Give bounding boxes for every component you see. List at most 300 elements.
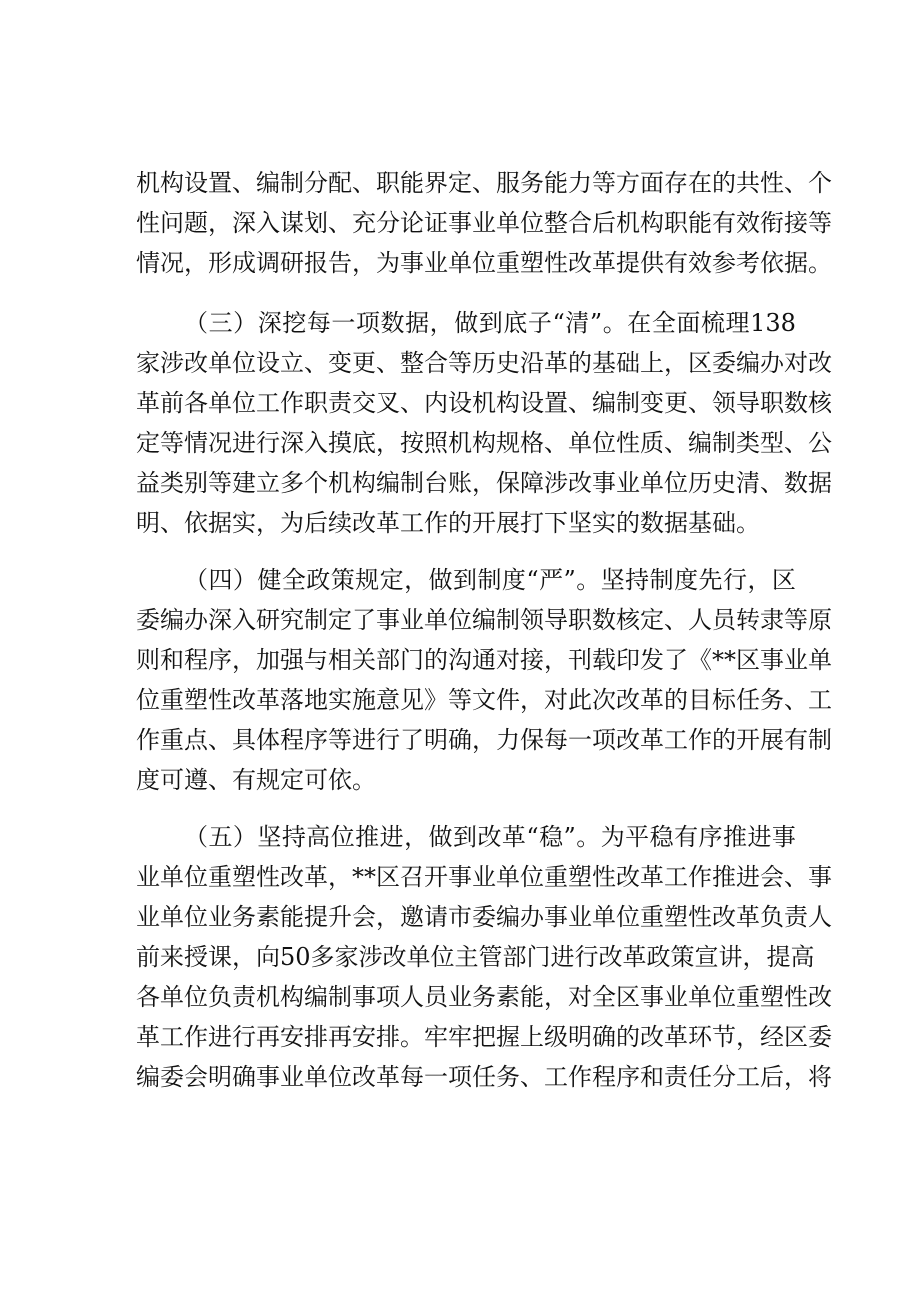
glyph: （ [184,309,208,337]
glyph: 三 [208,309,233,337]
glyph: 强 [280,646,304,674]
glyph: 、 [664,606,688,634]
glyph: 坚 [257,823,282,851]
glyph: 对 [496,646,520,674]
glyph: 持 [625,566,650,594]
glyph: 深 [208,606,232,634]
glyph: 个 [304,469,328,497]
glyph: 明 [424,726,448,754]
glyph: 革 [640,726,664,754]
text-line [136,343,832,383]
glyph: 接 [784,209,808,237]
glyph: 具 [232,726,256,754]
glyph: 隶 [760,606,784,634]
glyph: 序 [698,823,723,851]
glyph: 意 [376,686,400,714]
glyph: 、 [784,169,808,197]
glyph: 事 [592,469,616,497]
glyph: 革 [736,903,760,931]
glyph: 供 [640,249,664,277]
glyph: 再 [328,1023,352,1051]
text-line [136,303,796,343]
glyph: 等 [328,726,352,754]
glyph: 深 [232,209,256,237]
glyph: 涉 [160,349,184,377]
glyph: 、 [376,349,400,377]
glyph: 单 [496,209,520,237]
glyph: 定 [448,169,472,197]
glyph: 革 [376,1063,400,1091]
glyph: 等 [160,429,184,457]
glyph: 础 [712,509,736,537]
text-line [136,560,796,600]
glyph: 工 [664,726,688,754]
glyph: 改 [280,863,304,891]
glyph: 印 [616,646,640,674]
glyph: 础 [616,349,640,377]
glyph: 宣 [694,943,719,971]
glyph: 委 [712,349,736,377]
glyph: 事 [544,903,568,931]
glyph: 前 [160,389,184,417]
glyph: ， [472,726,496,754]
glyph: 沿 [520,349,544,377]
glyph: 工 [256,389,280,417]
glyph: 。 [808,249,832,277]
glyph: 进 [747,823,772,851]
glyph: 效 [736,209,760,237]
glyph: 叉 [376,389,400,417]
glyph: 能 [544,169,568,197]
glyph: 面 [676,309,701,337]
glyph: 存 [664,169,688,197]
glyph: 编 [688,429,712,457]
glyph: 做 [428,823,453,851]
glyph: 明 [568,1023,592,1051]
text-line [136,203,832,243]
glyph: 数 [784,389,808,417]
glyph: 位 [448,606,472,634]
glyph: 单 [688,983,712,1011]
glyph: 通 [472,646,496,674]
glyph: 构 [496,389,520,417]
glyph: 等 [208,469,232,497]
glyph: 业 [472,863,496,891]
glyph: 环 [688,1023,712,1051]
glyph: 牢 [424,1023,448,1051]
glyph: 与 [304,646,328,674]
glyph: 深 [257,309,282,337]
glyph: 革 [136,389,160,417]
glyph: 业 [400,606,424,634]
glyph: 单 [304,1063,328,1091]
glyph: 节 [712,1023,736,1051]
glyph: 安 [352,1023,376,1051]
glyph: 部 [376,646,400,674]
glyph: 挖 [282,309,307,337]
text-line [136,503,796,543]
glyph: 改 [808,983,832,1011]
glyph: 职 [304,389,328,417]
glyph: 责 [328,389,352,417]
glyph: 程 [184,646,208,674]
glyph: 进 [379,823,404,851]
glyph: 等 [784,606,808,634]
glyph: 形 [208,249,232,277]
glyph: 基 [688,509,712,537]
glyph: 革 [501,823,526,851]
glyph: 为 [600,823,625,851]
glyph: 内 [424,389,448,417]
glyph: 上 [640,349,664,377]
glyph: ， [256,509,280,537]
glyph: 编 [256,169,280,197]
glyph: 进 [550,943,575,971]
glyph: 重 [496,249,520,277]
glyph: 格 [520,429,544,457]
glyph: 门 [400,646,424,674]
glyph: 事 [771,823,796,851]
glyph: 规 [496,429,520,457]
glyph: 对 [568,983,592,1011]
glyph: 革 [136,1023,160,1051]
glyph: ， [232,646,256,674]
glyph: 施 [352,686,376,714]
glyph: 。 [736,509,760,537]
glyph: 性 [688,903,712,931]
glyph: 告 [328,249,352,277]
glyph: 置 [544,389,568,417]
glyph: 一 [568,726,592,754]
glyph: 每 [544,726,568,754]
glyph: 单 [448,249,472,277]
glyph: 推 [355,823,380,851]
glyph: 类 [736,429,760,457]
glyph: 单 [640,469,664,497]
glyph: 高 [306,823,331,851]
glyph: 牢 [448,1023,472,1051]
glyph: 重 [736,983,760,1011]
glyph: 行 [232,1023,256,1051]
glyph: 报 [304,249,328,277]
glyph: 高 [790,943,815,971]
glyph: 展 [496,509,520,537]
glyph: 位 [184,983,208,1011]
glyph: 度 [501,566,526,594]
glyph: 沟 [448,646,472,674]
glyph: 编 [736,349,760,377]
glyph: 的 [616,509,640,537]
glyph: 账 [448,469,472,497]
glyph: 服 [496,169,520,197]
glyph: 续 [328,509,352,537]
glyph: 行 [574,943,599,971]
text-line [136,897,832,937]
glyph: 机 [472,389,496,417]
glyph: 见 [400,686,424,714]
glyph: ） [232,566,257,594]
glyph: 依 [760,249,784,277]
glyph: 推 [722,823,747,851]
glyph: 导 [736,389,760,417]
glyph: 委 [136,606,160,634]
glyph: 则 [136,646,160,674]
glyph: ” [563,566,576,594]
glyph: 明 [208,1063,232,1091]
glyph: 的 [448,509,472,537]
text-line [136,1057,832,1097]
glyph: 委 [472,903,496,931]
glyph: 区 [616,983,640,1011]
glyph: 、 [784,863,808,891]
glyph: 每 [306,309,331,337]
glyph: ， [328,863,352,891]
glyph: 情 [184,429,208,457]
glyph: 邀 [400,903,424,931]
glyph: ， [520,686,544,714]
glyph: 行 [256,429,280,457]
glyph: 事 [352,983,376,1011]
glyph: 单 [208,349,232,377]
glyph: 公 [808,429,832,457]
glyph: 设 [256,349,280,377]
glyph: 单 [592,903,616,931]
glyph: 工 [664,863,688,891]
glyph: 业 [784,646,808,674]
glyph: 分 [376,209,400,237]
glyph: 领 [520,606,544,634]
glyph: 、 [688,389,712,417]
glyph: 上 [520,1023,544,1051]
text-line [136,463,832,503]
glyph: 将 [808,1063,832,1091]
glyph: 业 [616,469,640,497]
glyph: 责 [664,1063,688,1091]
glyph: 塑 [664,903,688,931]
glyph: 的 [568,349,592,377]
glyph: 序 [304,726,328,754]
text-line [136,760,796,800]
glyph: 导 [544,606,568,634]
glyph: 打 [520,509,544,537]
glyph: 相 [328,646,352,674]
glyph: 关 [352,646,376,674]
glyph: 序 [616,1063,640,1091]
glyph: 力 [496,726,520,754]
glyph: 事 [400,249,424,277]
glyph: 定 [136,429,160,457]
glyph: 照 [424,429,448,457]
glyph: 开 [472,509,496,537]
glyph: 制 [400,469,424,497]
glyph: ** [712,646,736,674]
glyph: ， [404,566,429,594]
glyph: 划 [304,209,328,237]
glyph: 进 [232,429,256,457]
glyph: 会 [760,863,784,891]
glyph: 各 [184,389,208,417]
glyph: 单 [808,646,832,674]
glyph: 家 [136,349,160,377]
glyph: 升 [328,903,352,931]
glyph: 革 [256,686,280,714]
glyph: 载 [592,646,616,674]
glyph: 主 [454,943,479,971]
glyph: 责 [784,903,808,931]
glyph: ， [742,943,767,971]
glyph: 前 [136,943,160,971]
glyph: 、 [472,169,496,197]
glyph: 单 [496,863,520,891]
glyph: 保 [520,726,544,754]
glyph: 工 [808,686,832,714]
glyph: 设 [448,389,472,417]
glyph: 改 [352,509,376,537]
glyph: 摸 [328,429,352,457]
glyph: 史 [712,469,736,497]
glyph: 稳 [649,823,674,851]
glyph: 、 [400,389,424,417]
glyph: 项 [355,309,380,337]
glyph: 件 [496,686,520,714]
glyph: 把 [472,1023,496,1051]
glyph: 重 [544,863,568,891]
glyph: 规 [256,766,280,794]
glyph: 接 [520,646,544,674]
glyph: “ [526,823,539,851]
glyph: 在 [688,169,712,197]
glyph: 体 [256,726,280,754]
glyph: 单 [406,943,431,971]
glyph: 经 [760,1023,784,1051]
glyph: 区 [784,1023,808,1051]
glyph: 地 [304,686,328,714]
glyph: 制 [328,983,352,1011]
glyph: 业 [208,903,232,931]
text-line [136,423,832,463]
glyph: 定 [280,766,304,794]
glyph: 排 [304,1023,328,1051]
glyph: 分 [304,169,328,197]
glyph: 、 [784,686,808,714]
glyph: 行 [376,726,400,754]
glyph: 制 [616,389,640,417]
glyph: 情 [136,249,160,277]
glyph: 编 [496,903,520,931]
glyph: 问 [160,209,184,237]
glyph: 改 [352,1063,376,1091]
glyph: 作 [424,509,448,537]
glyph: 核 [808,389,832,417]
glyph: 编 [376,469,400,497]
glyph: 依 [328,766,352,794]
glyph: 策 [670,943,695,971]
glyph: 向 [256,943,280,971]
glyph: 性 [544,249,568,277]
glyph: 梳 [700,309,725,337]
glyph: 改 [232,686,256,714]
glyph: 、 [664,429,688,457]
glyph: 位 [592,429,616,457]
glyph: 作 [688,863,712,891]
glyph: 做 [454,309,479,337]
glyph: 平 [625,823,650,851]
glyph: 更 [664,389,688,417]
glyph: 况 [208,429,232,457]
glyph: 市 [448,903,472,931]
glyph: 变 [328,349,352,377]
glyph: 员 [712,606,736,634]
glyph: 到 [478,309,503,337]
glyph: 面 [640,169,664,197]
glyph: 稳 [539,823,564,851]
text-line [136,163,832,203]
glyph: 制 [808,726,832,754]
glyph: 行 [722,566,747,594]
glyph: 工 [400,509,424,537]
glyph: 到 [452,566,477,594]
glyph: 能 [280,903,304,931]
glyph: 的 [712,726,736,754]
glyph: 一 [424,1063,448,1091]
glyph: 握 [496,1023,520,1051]
glyph: 制 [712,429,736,457]
glyph: （ [184,566,208,594]
glyph: 领 [712,389,736,417]
glyph: 等 [808,209,832,237]
glyph: 定 [328,606,352,634]
glyph: 改 [382,943,407,971]
glyph: 负 [760,903,784,931]
glyph: 深 [280,429,304,457]
glyph: 、 [208,766,232,794]
glyph: 改 [568,469,592,497]
glyph: 位 [184,903,208,931]
glyph: 研 [256,606,280,634]
glyph: 、 [232,169,256,197]
glyph: 清 [736,469,760,497]
glyph: 改 [712,903,736,931]
text-line [136,640,832,680]
glyph: 明 [136,509,160,537]
glyph: 按 [400,429,424,457]
glyph: 参 [712,249,736,277]
glyph: 谋 [280,209,304,237]
glyph: 位 [232,389,256,417]
glyph: 负 [208,983,232,1011]
glyph: 等 [592,169,616,197]
glyph: 制 [649,566,674,594]
glyph: 性 [616,429,640,457]
glyph: 职 [760,389,784,417]
glyph: 职 [664,209,688,237]
glyph: 委 [808,1023,832,1051]
glyph: 此 [568,686,592,714]
glyph: 点 [184,726,208,754]
text-line [136,857,832,897]
glyph: 充 [352,209,376,237]
glyph: 事 [376,606,400,634]
glyph: 构 [280,983,304,1011]
glyph: 改 [616,686,640,714]
glyph: 改 [477,823,502,851]
glyph: ， [208,209,232,237]
glyph: 业 [568,903,592,931]
glyph: 重 [208,863,232,891]
glyph: 史 [496,349,520,377]
glyph: 、 [352,169,376,197]
glyph: 、 [208,726,232,754]
